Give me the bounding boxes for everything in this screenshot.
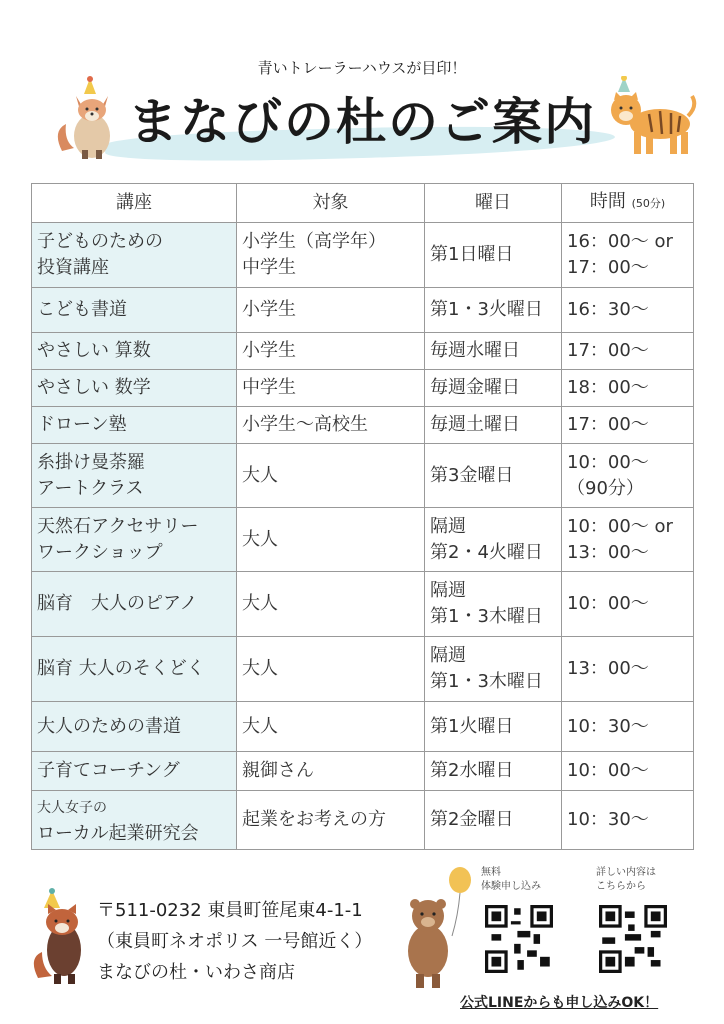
time-line: 10：00〜 or <box>567 515 673 537</box>
course-cell: ドローン塾 <box>32 407 237 444</box>
day-cell: 第1火曜日 <box>425 702 562 752</box>
target-cell: 親御さん <box>237 752 425 791</box>
target-cell: 大人 <box>237 444 425 508</box>
day-cell: 毎週土曜日 <box>425 407 562 444</box>
target-cell: 中学生 <box>237 370 425 407</box>
table-row <box>32 508 694 572</box>
course-line: 子どものための <box>37 231 163 252</box>
schedule-table <box>31 183 694 850</box>
day-cell: 毎週水曜日 <box>425 333 562 370</box>
qr-trial-label <box>481 866 541 894</box>
time-cell: 17：00〜 <box>562 407 694 444</box>
time-line: （90分） <box>567 477 644 499</box>
address-block <box>97 895 372 988</box>
table-row <box>32 702 694 752</box>
course-cell <box>32 508 237 572</box>
qr-code-trial[interactable] <box>485 905 553 973</box>
target-cell: 小学生〜高校生 <box>237 407 425 444</box>
bear-with-balloon-illustration <box>398 866 474 994</box>
table-row <box>32 791 694 850</box>
target-cell: 大人 <box>237 572 425 637</box>
target-cell: 起業をお考えの方 <box>237 791 425 850</box>
qr-details-label-line: こちらから <box>596 881 646 892</box>
postal-address: 〒511-0232 東員町笹尾東4-1-1 <box>97 900 363 921</box>
red-panda-illustration <box>32 888 94 988</box>
course-cell <box>32 791 237 850</box>
table-row <box>32 288 694 333</box>
day-cell <box>425 508 562 572</box>
table-row <box>32 572 694 637</box>
tiger-illustration <box>604 76 699 161</box>
target-cell: 小学生 <box>237 333 425 370</box>
target-cell: 大人 <box>237 702 425 752</box>
time-cell: 10：30〜 <box>562 791 694 850</box>
day-cell: 第3金曜日 <box>425 444 562 508</box>
target-line: 小学生（高学年） <box>242 231 386 252</box>
time-cell: 13：00〜 <box>562 637 694 702</box>
time-cell: 10：30〜 <box>562 702 694 752</box>
table-row <box>32 444 694 508</box>
time-cell: 10：00〜 <box>562 752 694 791</box>
target-cell: 大人 <box>237 637 425 702</box>
day-line: 第1・3木曜日 <box>430 671 543 692</box>
fox-illustration <box>52 76 122 161</box>
time-cell: 18：00〜 <box>562 370 694 407</box>
header-target: 対象 <box>237 184 425 223</box>
target-cell <box>237 223 425 288</box>
qr-details-label-line: 詳しい内容は <box>596 867 656 878</box>
header-day: 曜日 <box>425 184 562 223</box>
qr-code-details[interactable] <box>599 905 667 973</box>
course-line: 投資講座 <box>37 257 109 278</box>
target-line: 中学生 <box>242 257 296 278</box>
day-cell <box>425 637 562 702</box>
time-cell: 17：00〜 <box>562 333 694 370</box>
time-line: 16：00〜 or <box>567 231 673 252</box>
header-time-label: 時間 <box>589 191 626 212</box>
time-line: 13：00〜 <box>567 541 649 563</box>
day-cell: 毎週金曜日 <box>425 370 562 407</box>
day-cell: 第2水曜日 <box>425 752 562 791</box>
course-cell: 子育てコーチング <box>32 752 237 791</box>
course-line: アートクラス <box>37 477 144 499</box>
course-line: ワークショップ <box>37 541 163 563</box>
course-cell: 脳育 大人のそくどく <box>32 637 237 702</box>
course-line-small: 大人女子の <box>37 799 107 816</box>
course-cell: 大人のための書道 <box>32 702 237 752</box>
day-line: 第1日曜日 <box>430 244 514 265</box>
course-cell: やさしい 数学 <box>32 370 237 407</box>
target-cell: 大人 <box>237 508 425 572</box>
time-line: 10：00〜 <box>567 451 649 473</box>
course-line: 糸掛け曼荼羅 <box>37 451 145 473</box>
day-cell <box>425 223 562 288</box>
time-cell: 16：30〜 <box>562 288 694 333</box>
table-row <box>32 752 694 791</box>
time-line: 17：00〜 <box>567 257 649 278</box>
course-cell <box>32 444 237 508</box>
day-line: 第1・3木曜日 <box>430 606 543 627</box>
course-cell: 脳育 大人のピアノ <box>32 572 237 637</box>
course-line: 天然石アクセサリー <box>37 515 199 537</box>
header-time <box>562 184 694 223</box>
header-course: 講座 <box>32 184 237 223</box>
day-line: 隔週 <box>430 580 466 601</box>
table-row <box>32 637 694 702</box>
table-header-row <box>32 184 694 223</box>
target-cell: 小学生 <box>237 288 425 333</box>
table-row <box>32 370 694 407</box>
course-line: ローカル起業研究会 <box>37 822 199 844</box>
page-title: まなびの杜のご案内 <box>128 93 596 151</box>
course-line <box>37 794 231 821</box>
time-cell <box>562 223 694 288</box>
time-cell <box>562 444 694 508</box>
day-cell: 第1・3火曜日 <box>425 288 562 333</box>
day-cell <box>425 572 562 637</box>
time-cell: 10：00〜 <box>562 572 694 637</box>
tagline: 青いトレーラーハウスが目印！ <box>257 59 467 77</box>
landmark-note: （東員町ネオポリス 一号館近く） <box>97 931 373 952</box>
qr-trial-label-line: 体験申し込み <box>481 881 541 892</box>
qr-trial-label-line: 無料 <box>481 867 501 878</box>
course-cell: やさしい 算数 <box>32 333 237 370</box>
shop-name: まなびの杜・いわさ商店 <box>97 962 295 983</box>
time-cell <box>562 508 694 572</box>
day-line: 隔週 <box>430 645 466 666</box>
course-cell <box>32 223 237 288</box>
day-line: 第2・4火曜日 <box>430 541 543 563</box>
day-cell: 第2金曜日 <box>425 791 562 850</box>
table-row <box>32 407 694 444</box>
table-row <box>32 333 694 370</box>
day-line: 隔週 <box>430 515 466 537</box>
qr-details-label <box>596 866 656 894</box>
header-time-note: (50分) <box>631 197 666 210</box>
table-row <box>32 223 694 288</box>
line-signup-note[interactable]: 公式LINEからも申し込みOK！ <box>460 995 659 1011</box>
course-cell: こども書道 <box>32 288 237 333</box>
